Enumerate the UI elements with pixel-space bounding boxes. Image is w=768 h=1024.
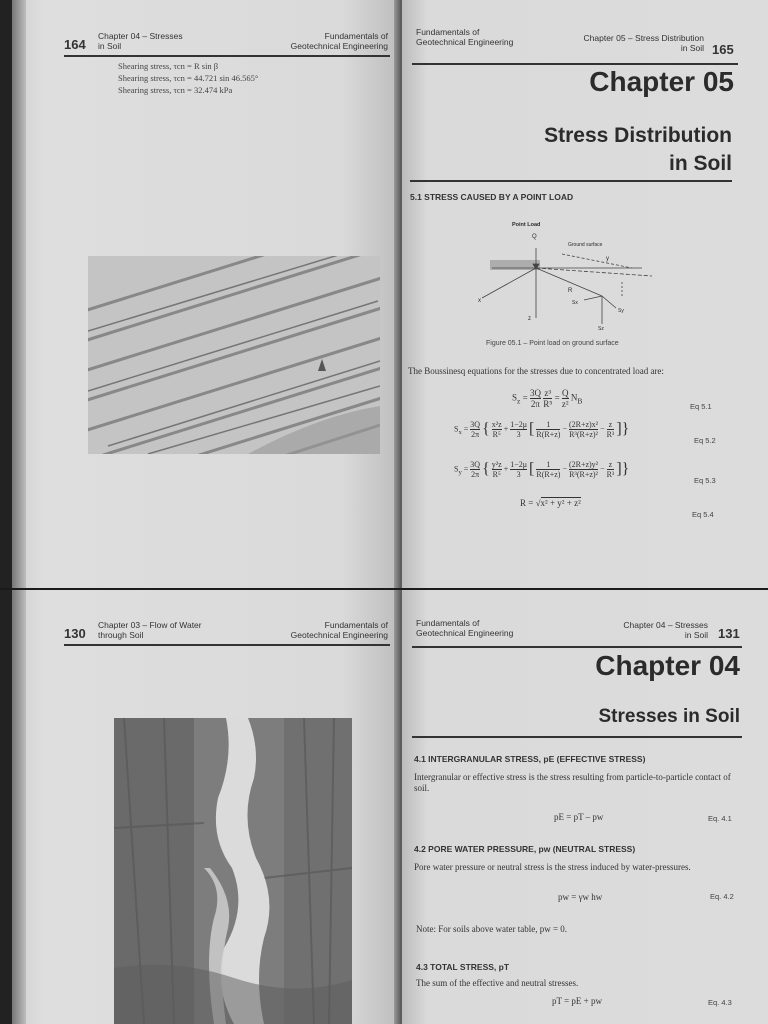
fig-label-ground: Ground surface <box>568 242 603 248</box>
eq-tag-4-1: Eq. 4.1 <box>708 814 732 823</box>
section-4-1-body: Intergranular or effective stress is the stress resulting from particle-to-particle contact of soil. <box>414 772 731 793</box>
page-131 <box>402 590 768 1024</box>
running-header-book: Fundamentals of Geotechnical Engineering <box>290 620 388 640</box>
page-130 <box>12 590 400 1024</box>
eq-tag-5-1: Eq 5.1 <box>690 402 712 411</box>
eq-tag-4-3: Eq. 4.3 <box>708 998 732 1007</box>
water-table-note: Note: For soils above water table, pw = 0. <box>416 924 568 934</box>
title-rule <box>412 736 742 738</box>
section-4-2-heading: 4.2 PORE WATER PRESSURE, pw (NEUTRAL STRESS) <box>414 844 636 854</box>
waterfall-photo <box>114 718 352 1024</box>
header-rule <box>64 644 390 646</box>
fig-label-sy: Sy <box>618 308 624 314</box>
section-4-2-body: Pore water pressure or neutral stress is the stress induced by water-pressures. <box>414 862 691 872</box>
section-4-3-heading: 4.3 TOTAL STRESS, pT <box>416 962 510 972</box>
page-165 <box>402 0 768 588</box>
header-rule <box>412 63 738 65</box>
running-header-chapter: Chapter 04 – Stresses in Soil <box>623 620 708 640</box>
fig-label-point-load: Point Load <box>512 222 541 228</box>
chapter-heading: Chapter 04 <box>595 650 740 681</box>
shear-stress-calc: Shearing stress, τcn = R sin β Shearing stress, τcn = 44.721 sin 46.565° Shearing stress, τcn = 32.474 kPa <box>118 61 259 95</box>
chapter-heading: Chapter 05 <box>589 66 734 97</box>
header-rule <box>64 55 390 57</box>
fig-label-r: R <box>568 288 573 294</box>
running-header-book: Fundamentals of Geotechnical Engineering <box>290 31 388 51</box>
rock-strata-photo <box>88 256 380 454</box>
fig-label-sx: Sx <box>572 300 578 306</box>
equation-5-4: R = √x² + y² + z² <box>520 498 581 508</box>
page-number: 165 <box>712 42 734 57</box>
running-header-chapter: Chapter 05 – Stress Distribution in Soil <box>583 33 704 53</box>
page-164 <box>12 0 400 588</box>
running-header-chapter: Chapter 03 – Flow of Water through Soil <box>98 620 202 640</box>
fig-label-q: Q <box>532 234 537 240</box>
page-number: 130 <box>64 626 86 641</box>
running-header-chapter: Chapter 04 – Stresses in Soil <box>98 31 183 51</box>
equation-5-3: $S_y$ = 3Q 2π { y²z R⁵ + 1−2μ 3 [ 1 R(R+z) − (2R+z)y² R³(R+z)² − z R³ ]} <box>454 460 630 479</box>
page-number: 131 <box>718 626 740 641</box>
title-rule <box>410 180 732 182</box>
equation-5-2: $S_x$ = 3Q 2π { x²z R⁵ + 1−2μ 3 [ 1 R(R+z) − (2R+z)x² R³(R+z)² − z R³ ]} <box>454 420 630 439</box>
equation-5-1: $S_z$ = 3Q 2π z³ R⁵ = Q z² $N_B$ <box>512 388 583 409</box>
eq-tag-5-4: Eq 5.4 <box>692 510 714 519</box>
chapter-title: Stresses in Soil <box>598 706 740 727</box>
running-header-book: Fundamentals of Geotechnical Engineering <box>416 618 514 638</box>
running-header-book: Fundamentals of Geotechnical Engineering <box>416 27 514 47</box>
point-load-figure <box>472 220 662 340</box>
fig-label-z: z <box>528 316 531 322</box>
eq-tag-4-2: Eq. 4.2 <box>710 892 734 901</box>
fig-label-y: y <box>606 256 609 262</box>
equation-4-2: pw = γw hw <box>558 892 603 902</box>
equation-4-3: pT = pE + pw <box>552 996 602 1006</box>
section-4-3-body: The sum of the effective and neutral stresses. <box>416 978 579 988</box>
page-edge <box>12 0 26 588</box>
eq-tag-5-3: Eq 5.3 <box>694 476 716 485</box>
eq-tag-5-2: Eq 5.2 <box>694 436 716 445</box>
bottom-book-spread <box>0 590 768 1024</box>
section-heading: 5.1 STRESS CAUSED BY A POINT LOAD <box>410 192 574 202</box>
fig-label-sz: Sz <box>598 326 604 332</box>
figure-caption: Figure 05.1 – Point load on ground surface <box>486 340 619 347</box>
section-4-1-heading: 4.1 INTERGRANULAR STRESS, pE (EFFECTIVE STRESS) <box>414 754 646 764</box>
page-edge <box>12 590 26 1024</box>
fig-label-x: x <box>478 298 481 304</box>
boussinesq-intro: The Boussinesq equations for the stresses due to concentrated load are: <box>408 366 664 376</box>
equation-4-1: pE = pT – pw <box>554 812 604 822</box>
chapter-title: Stress Distribution in Soil <box>544 124 732 175</box>
page-number: 164 <box>64 37 86 52</box>
header-rule <box>412 646 742 648</box>
